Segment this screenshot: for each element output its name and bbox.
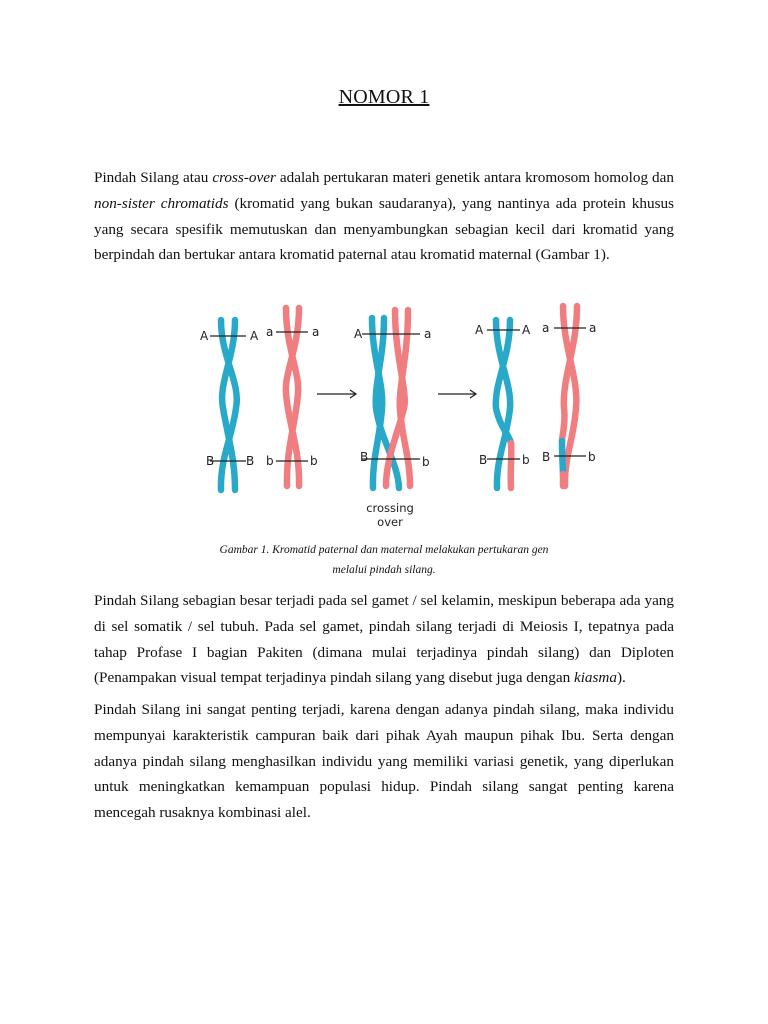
allele-label-a: a [424,327,432,341]
allele-label-a: a [589,321,597,335]
crossing-over-label-line1: crossing [366,501,414,515]
allele-label-a: a [266,325,274,339]
allele-label-B: B [542,450,551,464]
figure-caption [0,540,768,580]
crossing-over-figure [190,298,610,534]
allele-label-B: B [360,450,369,464]
allele-label-A: A [250,329,259,343]
text: adalah pertukaran materi genetik antara kromosom homolog dan [275,169,674,186]
caption-line-2: melalui pindah silang. [332,564,436,576]
term-non-sister-chromatids: non-sister chromatids [94,194,229,212]
paragraph-definition [94,165,674,268]
caption-line-1: Gambar 1. Kromatid paternal dan maternal melakukan pertukaran gen [219,544,549,556]
allele-label-B: B [246,454,255,468]
allele-label-A: A [522,323,531,337]
allele-label-A: A [200,329,209,343]
allele-label-a: a [312,325,320,339]
paragraph-importance: Pindah Silang ini sangat penting terjadi, karena dengan adanya pindah silang, maka individu mempunyai karakteristik campuran baik dari pihak Ayah maupun pihak Ibu. Serta dengan adanya pindah silang menghasilkan individu yang memiliki variasi genetik, yang diperlukan untuk meningkatkan kemampuan populasi hidup. Pindah silang sangat penting karena mencegah rusaknya kombinasi alel. [94,701,674,822]
page-title: NOMOR 1 [338,86,430,108]
allele-label-B: B [206,454,215,468]
allele-label-b: b [522,453,530,467]
text: Pindah Silang sebagian besar terjadi pada sel gamet / sel kelamin, meskipun beberapa ada yang di sel somatik / sel tubuh. Pada sel gamet, pindah silang terjadi di Meiosis I, tepatnya pada tahap Profase I bagian Pakiten (dimana mulai terjadinya pindah silang) dan Diploten (Penampakan visual tempat terjadinya pindah silang yang disebut juga dengan [94,592,674,687]
allele-label-b: b [422,455,430,469]
term-cross-over: cross-over [212,169,276,186]
allele-label-B: B [479,453,488,467]
allele-label-b: b [266,454,274,468]
text: ). [617,669,626,687]
term-kiasma: kiasma [573,669,617,687]
maternal-segment-on-paternal [511,443,512,488]
allele-label-b: b [588,450,596,464]
allele-label-A: A [475,323,484,337]
crossing-over-label-line2: over [377,515,403,529]
allele-label-b: b [310,454,318,468]
arrow-icon [438,390,476,398]
chromosome-diagram [190,298,610,534]
allele-label-a: a [542,321,550,335]
allele-label-A: A [354,327,363,341]
paternal-segment-on-maternal [562,441,563,474]
text: Pindah Silang atau [94,169,213,186]
paragraph-occurrence [94,588,674,691]
arrow-icon [317,390,356,398]
text: (kromatid yang bukan saudaranya), yang nantinya ada protein khusus yang secara spesifik memutuskan dan menyambungkan sebagian kecil dari kromatid yang berpindah dan bertukar antara kromatid paternal atau kromatid maternal (Gambar 1). [94,194,674,264]
